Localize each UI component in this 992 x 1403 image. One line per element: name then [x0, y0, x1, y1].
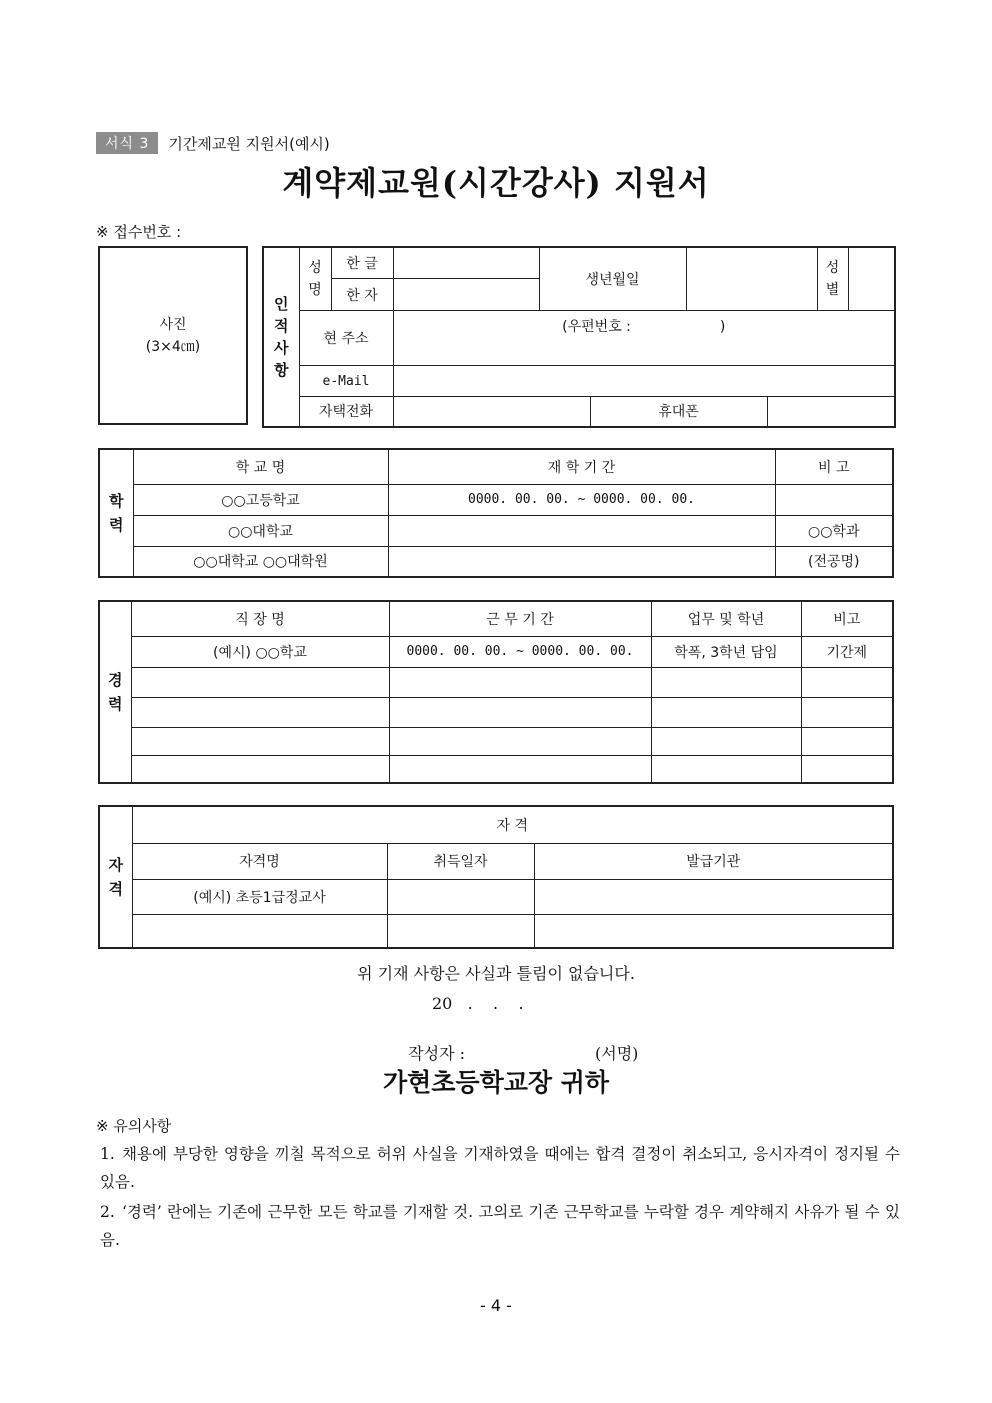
acquired-date-cell[interactable] [387, 914, 534, 948]
remarks-cell[interactable]: (전공명) [775, 546, 893, 577]
mobile-field[interactable] [767, 397, 895, 427]
license-name-cell[interactable] [132, 914, 387, 948]
birthdate-field[interactable] [686, 247, 817, 311]
address-label: 현 주소 [299, 311, 393, 366]
email-label: e-Mail [299, 366, 393, 397]
note-text: ‘경력’ 란에는 기존에 근무한 모든 학교를 기재할 것. 고의로 기존 근무학교를 누락할 경우 계약해지 사유가 될 수 있음. [100, 1203, 900, 1249]
declaration-text: 위 기재 사항은 사실과 틀림이 없습니다. [357, 964, 635, 983]
workplace-cell[interactable] [131, 755, 389, 783]
table-row [99, 484, 893, 515]
work-period-header: 근 무 기 간 [389, 601, 651, 636]
license-section-label: 자 격 [99, 806, 132, 948]
workplace-header: 직 장 명 [131, 601, 389, 636]
table-row [99, 636, 893, 667]
table-row [99, 667, 893, 697]
photo-box[interactable] [98, 246, 248, 425]
work-period-cell[interactable] [389, 697, 651, 727]
hangul-label: 한 글 [331, 247, 393, 279]
signature-label: (서명) [595, 1044, 639, 1063]
note-item [100, 1140, 900, 1196]
duty-grade-cell[interactable]: 학폭, 3학년 담임 [651, 636, 801, 667]
school-name-cell[interactable]: ○○대학교 [133, 515, 388, 546]
duty-grade-cell[interactable] [651, 667, 801, 697]
gender-field[interactable] [849, 248, 895, 310]
acquired-date-header: 취득일자 [387, 843, 534, 879]
career-table [98, 600, 894, 784]
work-period-cell[interactable] [389, 727, 651, 755]
issuer-cell[interactable] [534, 879, 893, 914]
duty-grade-header: 업무 및 학년 [651, 601, 801, 636]
addressee: 가현초등학교장 귀하 [382, 1068, 610, 1097]
page-title: 계약제교원(시간강사) 지원서 [282, 164, 710, 202]
table-row [99, 727, 893, 755]
name-label: 성 명 [299, 247, 331, 311]
hanja-name-field[interactable] [393, 279, 539, 311]
table-row [99, 755, 893, 783]
remarks-cell[interactable]: ○○학과 [775, 515, 893, 546]
study-period-header: 재 학 기 간 [388, 449, 775, 484]
table-row [99, 515, 893, 546]
study-period-cell[interactable] [388, 515, 775, 546]
photo-size: (3×4㎝) [145, 338, 201, 355]
hanja-label: 한 자 [331, 279, 393, 311]
school-name-cell[interactable]: ○○고등학교 [133, 484, 388, 515]
issuer-header: 발급기관 [534, 843, 893, 879]
email-field[interactable] [393, 366, 895, 397]
personal-section-label: 인 적 사 항 [263, 247, 299, 427]
workplace-cell[interactable] [131, 697, 389, 727]
license-name-cell[interactable]: (예시) 초등1급정교사 [132, 879, 387, 914]
remarks-header: 비 고 [775, 449, 893, 484]
work-period-cell[interactable] [389, 667, 651, 697]
career-section-label: 경 력 [99, 601, 131, 783]
education-table [98, 448, 894, 578]
table-row [99, 879, 893, 914]
note-number: 1. [100, 1145, 115, 1163]
receipt-number-label: ※ 접수번호 : [96, 223, 182, 241]
notes-title: ※ 유의사항 [96, 1117, 172, 1135]
note-text: 채용에 부당한 영향을 끼칠 목적으로 허위 사실을 기재하였을 때에는 합격 결정이 취소되고, 응시자격이 정지될 수 있음. [100, 1145, 900, 1191]
form-label [96, 132, 330, 154]
license-name-header: 자격명 [132, 843, 387, 879]
school-name-cell[interactable]: ○○대학교 ○○대학원 [133, 546, 388, 577]
date-line[interactable]: 20 . . . [432, 994, 524, 1013]
school-name-header: 학 교 명 [133, 449, 388, 484]
birthdate-label: 생년월일 [539, 247, 686, 311]
address-field[interactable] [393, 311, 895, 366]
photo-label: 사진 [159, 316, 187, 333]
remarks-cell[interactable] [801, 697, 893, 727]
form-name: 기간제교원 지원서(예시) [168, 134, 330, 153]
workplace-cell[interactable] [131, 667, 389, 697]
duty-grade-cell[interactable] [651, 697, 801, 727]
mobile-label: 휴대폰 [590, 397, 767, 427]
work-period-cell[interactable] [389, 755, 651, 783]
workplace-cell[interactable]: (예시) ○○학교 [131, 636, 389, 667]
author-label: 작성자 : [408, 1044, 466, 1063]
home-phone-label: 자택전화 [299, 397, 393, 427]
remarks-cell[interactable] [801, 667, 893, 697]
postal-code-label: (우편번호 : ) [562, 319, 726, 335]
note-item [100, 1198, 900, 1254]
personal-info-table [262, 246, 896, 428]
issuer-cell[interactable] [534, 914, 893, 948]
workplace-cell[interactable] [131, 727, 389, 755]
note-number: 2. [100, 1203, 115, 1221]
page-number: - 4 - [480, 1296, 512, 1315]
license-table [98, 805, 894, 949]
remarks-cell[interactable] [775, 484, 893, 515]
author-line [398, 1022, 638, 1064]
acquired-date-cell[interactable] [387, 879, 534, 914]
study-period-cell[interactable] [388, 546, 775, 577]
home-phone-field[interactable] [393, 397, 590, 427]
form-number-badge: 서식 3 [96, 132, 158, 154]
duty-grade-cell[interactable] [651, 755, 801, 783]
study-period-cell[interactable]: 0000. 00. 00. ~ 0000. 00. 00. [388, 484, 775, 515]
remarks-cell[interactable]: 기간제 [801, 636, 893, 667]
education-section-label: 학 력 [99, 449, 133, 577]
remarks-cell[interactable] [801, 755, 893, 783]
gender-label: 성 별 [818, 248, 849, 310]
table-row [99, 914, 893, 948]
table-row [99, 546, 893, 577]
license-title: 자 격 [132, 806, 893, 843]
hangul-name-field[interactable] [393, 247, 539, 279]
work-period-cell[interactable]: 0000. 00. 00. ~ 0000. 00. 00. [389, 636, 651, 667]
remarks-header: 비고 [801, 601, 893, 636]
table-row [99, 697, 893, 727]
duty-grade-cell[interactable] [651, 727, 801, 755]
remarks-cell[interactable] [801, 727, 893, 755]
